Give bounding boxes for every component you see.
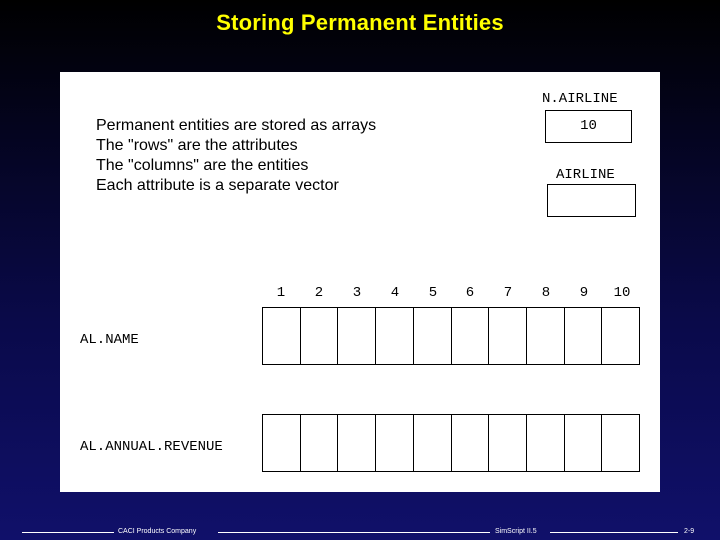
row-label-al-name: AL.NAME — [80, 332, 139, 348]
column-number: 3 — [352, 285, 362, 301]
array-cell — [565, 414, 603, 472]
column-number: 6 — [465, 285, 475, 301]
bullet-list — [96, 116, 376, 196]
attribute-vector-al-annual-revenue — [262, 414, 640, 472]
array-cell — [338, 414, 376, 472]
array-cell — [452, 414, 490, 472]
array-cell — [602, 414, 640, 472]
array-cell — [301, 307, 339, 365]
column-number: 1 — [276, 285, 286, 301]
bullet-item: The "rows" are the attributes — [96, 137, 298, 154]
array-cell — [376, 307, 414, 365]
n-airline-box: 10 — [545, 110, 632, 143]
column-number: 4 — [390, 285, 400, 301]
array-cell — [489, 414, 527, 472]
footer-divider — [218, 532, 490, 533]
array-cell — [489, 307, 527, 365]
footer-company: CACI Products Company — [118, 528, 197, 535]
diagram-panel — [60, 72, 660, 492]
array-cell — [263, 307, 301, 365]
footer-divider — [22, 532, 114, 533]
array-cell — [338, 307, 376, 365]
array-cell — [414, 414, 452, 472]
array-cell — [263, 414, 301, 472]
array-cell — [527, 307, 565, 365]
footer-product: SimScript II.5 — [495, 528, 537, 535]
array-cell — [376, 414, 414, 472]
array-cell — [452, 307, 490, 365]
column-number: 2 — [314, 285, 324, 301]
airline-box — [547, 184, 636, 217]
n-airline-label: N.AIRLINE — [542, 91, 618, 107]
bullet-item: Permanent entities are stored as arrays — [96, 117, 377, 134]
column-number: 5 — [428, 285, 438, 301]
bullet-item: Each attribute is a separate vector — [96, 177, 339, 194]
array-cell — [301, 414, 339, 472]
array-cell — [527, 414, 565, 472]
column-number: 10 — [613, 285, 631, 301]
row-label-al-annual-revenue: AL.ANNUAL.REVENUE — [80, 439, 223, 455]
slide-footer — [0, 526, 720, 538]
array-cell — [602, 307, 640, 365]
column-number: 7 — [503, 285, 513, 301]
column-number: 9 — [579, 285, 589, 301]
slide-title: Storing Permanent Entities — [216, 10, 504, 35]
bullet-item: The "columns" are the entities — [96, 157, 309, 174]
airline-label: AIRLINE — [556, 167, 615, 183]
footer-divider — [550, 532, 678, 533]
column-number: 8 — [541, 285, 551, 301]
array-cell — [565, 307, 603, 365]
attribute-vector-al-name — [262, 307, 640, 365]
footer-page-number: 2-9 — [684, 528, 695, 535]
array-cell — [414, 307, 452, 365]
